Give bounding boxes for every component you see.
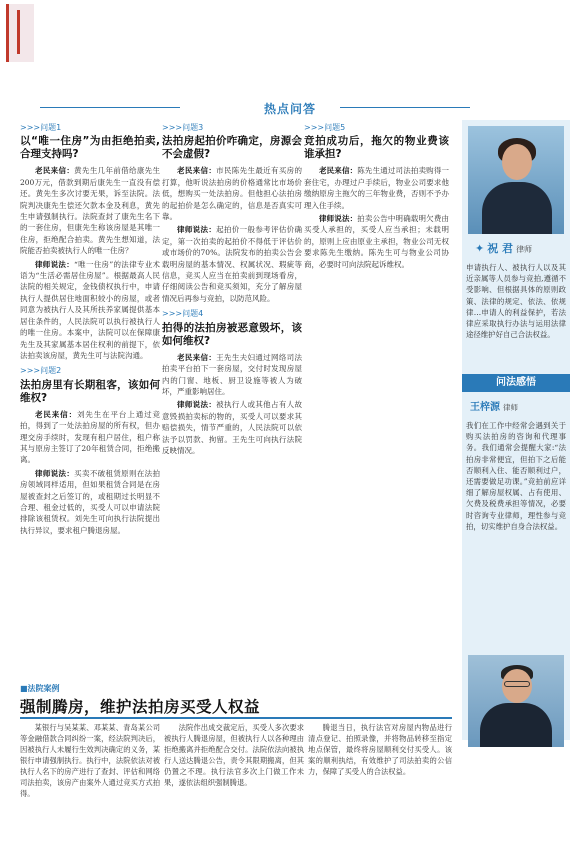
question-3-label: >>>问题3: [162, 123, 204, 132]
question-3-answer: 律师说法：起拍价一般参考评估价确定，第一次拍卖的起拍价不得低于评估价或市场价的70%。法院发布的拍卖公告会载明房屋的基本情况、权属状况、瑕疵等信息，竞买人应当在拍卖前到现场看房，仔细阅读公告和竞买须知，充分了解房屋情况后再参与竞拍，以防范风险。: [162, 225, 302, 303]
question-5-letter: 老民来信：陈先生通过司法拍卖购得一套住宅，办理过户手续后，物业公司要求他缴纳原房主拖欠的三年物业费，否则不予办理入住手续。: [304, 166, 449, 210]
case-column-3: 腾退当日，执行法官对房屋内物品进行清点登记、拍照录像，并将物品转移至指定地点保管，最终将房屋顺利交付买受人。该案的顺利执结，有效维护了司法拍卖的公信力，保障了买受人的合法权益。: [308, 723, 452, 776]
column-3: [304, 118, 449, 678]
question-1-letter: 老民来信：黄先生几年前借给康先生200万元，借款到期后康先生一直没有偿还。黄先生多次讨要无果，诉至法院。法院判决康先生偿还欠款本金及利息，黄先生申请强制执行。法院查封了康先生名下的一套住房，但康先生称该房屋是其唯一住房，拒绝配合拍卖。黄先生想知道，法院能否拍卖被执行人的唯一住房？: [20, 166, 160, 256]
question-1-title: 以“唯一住房”为由拒绝拍卖,合理支持吗?: [20, 135, 160, 161]
question-2-label: >>>问题2: [20, 366, 62, 376]
lawyer-1-text: 申请执行人、被执行人以及其近亲属等人员参与竞拍,遵循不受影响、但根据具体的原则政策、法律的规定、依法、依规律…申请人的利益保护，若法律应采取执行办法与运用法律途径维护好自己合法权益。: [466, 263, 566, 340]
ask-law-badge: 问法感悟: [462, 374, 570, 392]
question-1-answer: 律师说法：“唯一住房”的法律专业术语为“生活必需居住房屋”。根据最高人民法院的相关规定，金钱债权执行中，申请执行人提供居住地面积较小的房屋，或者同意为被执行人及其所扶养家属提供基本居住条件的，人民法院可以执行被执行人的唯一住房。本案中，法院可以在保障康先生及其家属基本居住权利的前提下，依法拍卖该房屋，黄先生可与法院沟通。: [20, 259, 160, 360]
case-headline: 强制腾房，维护法拍房买受人权益: [20, 698, 261, 716]
lawyer-1-photo: [468, 126, 564, 234]
question-2-title: 法拍房里有长期租客，该如何维权?: [20, 378, 160, 404]
question-4-answer: 律师说法：被执行人或其他占有人故意毁损拍卖标的物的，买受人可以要求其赔偿损失，情节严重的，人民法院可以依法予以罚款、拘留。王先生可向执行法院反映情况。: [162, 400, 302, 455]
question-5-answer: 律师说法：拍卖公告中明确载明欠费由买受人承担的，买受人应当承担；未载明的，原则上应由原业主承担，物业公司无权要求陈先生缴纳。陈先生可与物业公司协商，必要时可向法院起诉维权。: [304, 214, 449, 269]
question-4-letter: 老民来信：王先生夫妇通过网络司法拍卖平台拍下一套房屋，交付时发现房屋内的门窗、地板、厨卫设施等被人为破坏，严重影响居住。: [162, 352, 302, 396]
question-4-label: >>>问题4: [162, 309, 204, 319]
corner-decoration: [6, 4, 34, 62]
question-1-label: >>>问题1: [20, 123, 62, 132]
section-title: 热点问答: [263, 102, 316, 116]
case-column-2: 法院作出成交裁定后，买受人多次要求被执行人腾退房屋，但被执行人以各种理由拒绝搬离并拒绝配合交付。法院依法向被执行人送达腾退公告，责令其限期搬离，但其仍置之不理。执行法官多次上门做工作未果，遂依法组织强制腾退。: [164, 723, 304, 787]
case-rule: [20, 717, 452, 719]
case-column-1: 某银行与吴某某、邓某某、青岛某公司等金融借款合同纠纷一案，经法院判决后，因被执行人未履行生效判决确定的义务，某银行申请强制执行。执行中，法院依法对被执行人名下的房产进行了查封、评估和网络司法拍卖，该房产由案外人通过竞买方式拍得。: [20, 723, 160, 798]
column-2: [162, 118, 302, 678]
question-5-title: 竞拍成功后，拖欠的物业费该谁承担?: [304, 135, 449, 161]
case-section-label: ■法院案例: [20, 684, 60, 693]
lawyer-2-photo: [468, 655, 564, 747]
question-2-letter: 老民来信：刘先生在平台上通过竞拍，得到了一处法拍房屋的所有权，但办理交房手续时，发现有租户居住，租户称其与原房主签订了20年租赁合同，拒绝搬离。: [20, 409, 160, 465]
lawyer-2-text: 我们在工作中经常会遇到关于购买法拍房的咨询和代理事务。我们通常会提醒大家:“法拍房非常便宜，但拍下之后能否顺利入住、能否顺利过户，还需要做足功课。”竞拍前应详细了解房屋权属、占有使用、欠费及税费承担等情况，必要时咨询专业律师，理性参与竞拍，切实维护自身合法权益。: [466, 421, 566, 531]
question-4-title: 拍得的法拍房被恶意毁坏，该如何维权?: [162, 321, 302, 347]
header-rule-right: [340, 107, 470, 108]
column-1: [20, 118, 160, 678]
lawyer-1-name: ✦ 祝 君 律师: [475, 242, 533, 255]
lawyer-2-name: 王梓源 律师: [470, 402, 518, 413]
question-5-label: >>>问题5: [304, 123, 346, 132]
question-3-letter: 老民来信：市民陈先生最近有买房的打算，他听说法拍房的价格通常比市场价低，想购买一处法拍房。但他担心法拍房的起拍价是怎么确定的，信息是否真实可靠。: [162, 166, 302, 222]
question-3-title: 法拍房起拍价咋确定，房源会不会虚假?: [162, 135, 302, 161]
question-2-answer: 律师说法：买卖不破租赁原则在法拍房领域同样适用，但如果租赁合同是在房屋被查封之后签订的，或租期过长明显不合理、租金过低的，买受人可以申请法院排除该租赁权。刘先生可向执行法院提出执行异议，要求租户腾退房屋。: [20, 468, 160, 535]
